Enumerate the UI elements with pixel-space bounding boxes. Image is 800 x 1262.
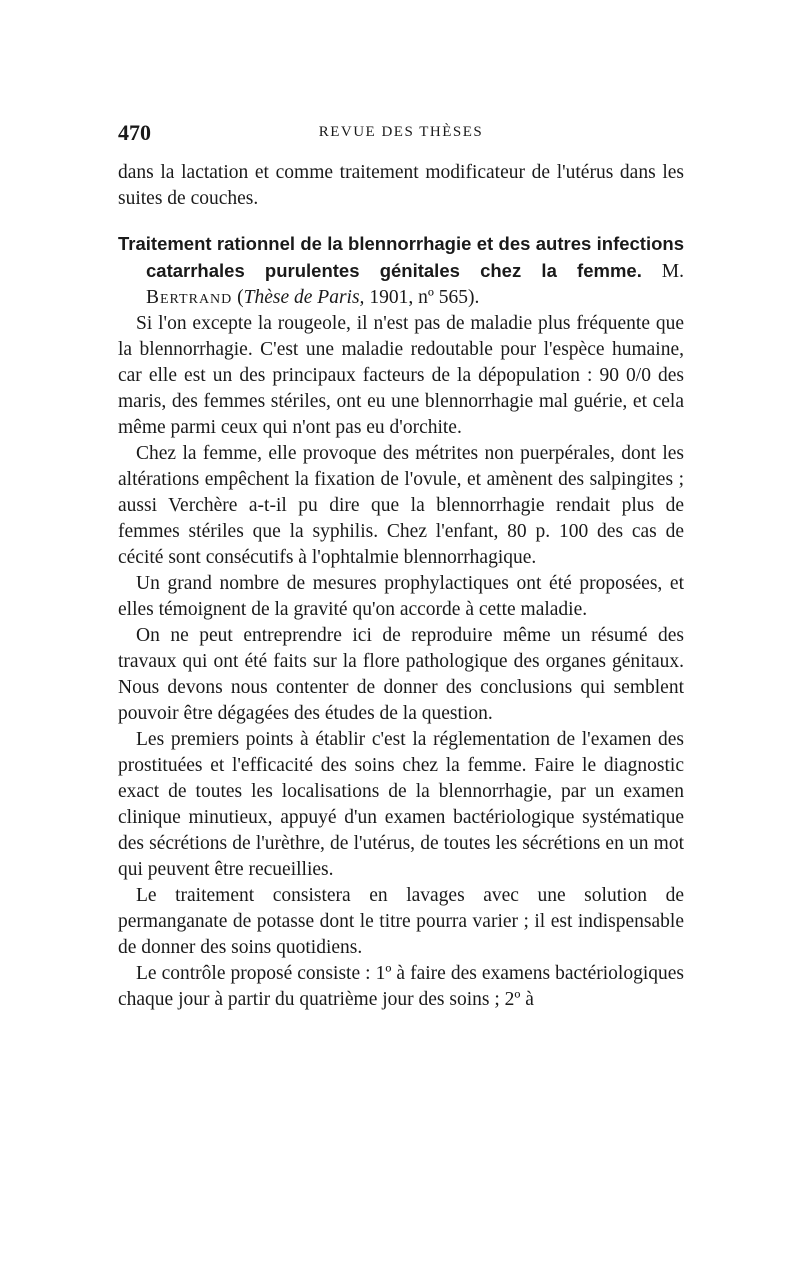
page-number: 470 <box>118 120 151 145</box>
paragraph: Un grand nombre de mesures prophylactiques ont été proposées, et elles témoignent de la gravité qu'on accorde à cette maladie. <box>118 573 684 620</box>
paragraph: On ne peut entreprendre ici de reproduire même un résumé des travaux qui ont été faits sur la flore pathologique des organes génitaux. Nous devons nous contenter de donner des conclusions qui semblent pouvoir être dégagées des études de la question. <box>118 625 684 724</box>
running-title: REVUE DES THÈSES <box>318 124 484 140</box>
body-text <box>118 160 684 1013</box>
continuation-paragraph: dans la lactation et comme traitement modificateur de l'utérus dans les suites de couches. <box>118 162 684 209</box>
paragraph: Chez la femme, elle provoque des métrites non puerpérales, dont les altérations empêchent la fixation de l'ovule, et amènent des salpingites ; aussi Verchère a-t-il pu dire que la blennorrhagie rendait plus de femmes stériles que la syphilis. Chez l'enfant, 80 p. 100 des cas de cécité sont consécutifs à l'ophtalmie blennorrhagique. <box>118 443 684 568</box>
paragraph: Si l'on excepte la rougeole, il n'est pas de maladie plus fréquente que la blennorrhagie. C'est une maladie redoutable pour l'espèce humaine, car elle est un des principaux facteurs de la dépopulation : 90 0/0 des maris, des femmes stériles, ont eu une blennorrhagie mal guérie, et cela même parmi ceux qui n'ont pas eu d'orchite. <box>118 313 684 438</box>
source-open: ( <box>237 287 244 308</box>
paragraph: Le traitement consistera en lavages avec une solution de permanganate de potasse dont le titre pourra varier ; il est indispensable de donner des soins quotidiens. <box>118 885 684 958</box>
page-header <box>118 118 684 146</box>
article-title: Traitement rationnel de la blennorrhagie et des autres infections catarrhales purulentes génitales chez la femme. <box>118 233 684 281</box>
article-heading <box>118 231 684 311</box>
author-name: Bertrand <box>146 287 233 308</box>
paragraph: Les premiers points à établir c'est la réglementation de l'examen des prostituées et l'efficacité des soins chez la femme. Faire le diagnostic exact de toutes les localisations de la blennorrhagie, par un examen clinique minutieux, appuyé d'un examen bactériologique systématique des sécrétions de l'urèthre, de l'utérus, de toutes les sécrétions en un mot qui peuvent être recueillies. <box>118 729 684 880</box>
author-prefix: M. <box>661 261 684 282</box>
source-details: 1901, nº 565). <box>364 287 480 308</box>
paragraph: Le contrôle proposé consiste : 1º à faire des examens bactériologiques chaque jour à partir du quatrième jour des soins ; 2º à <box>118 963 684 1010</box>
source-title: Thèse de Paris, <box>243 287 365 308</box>
